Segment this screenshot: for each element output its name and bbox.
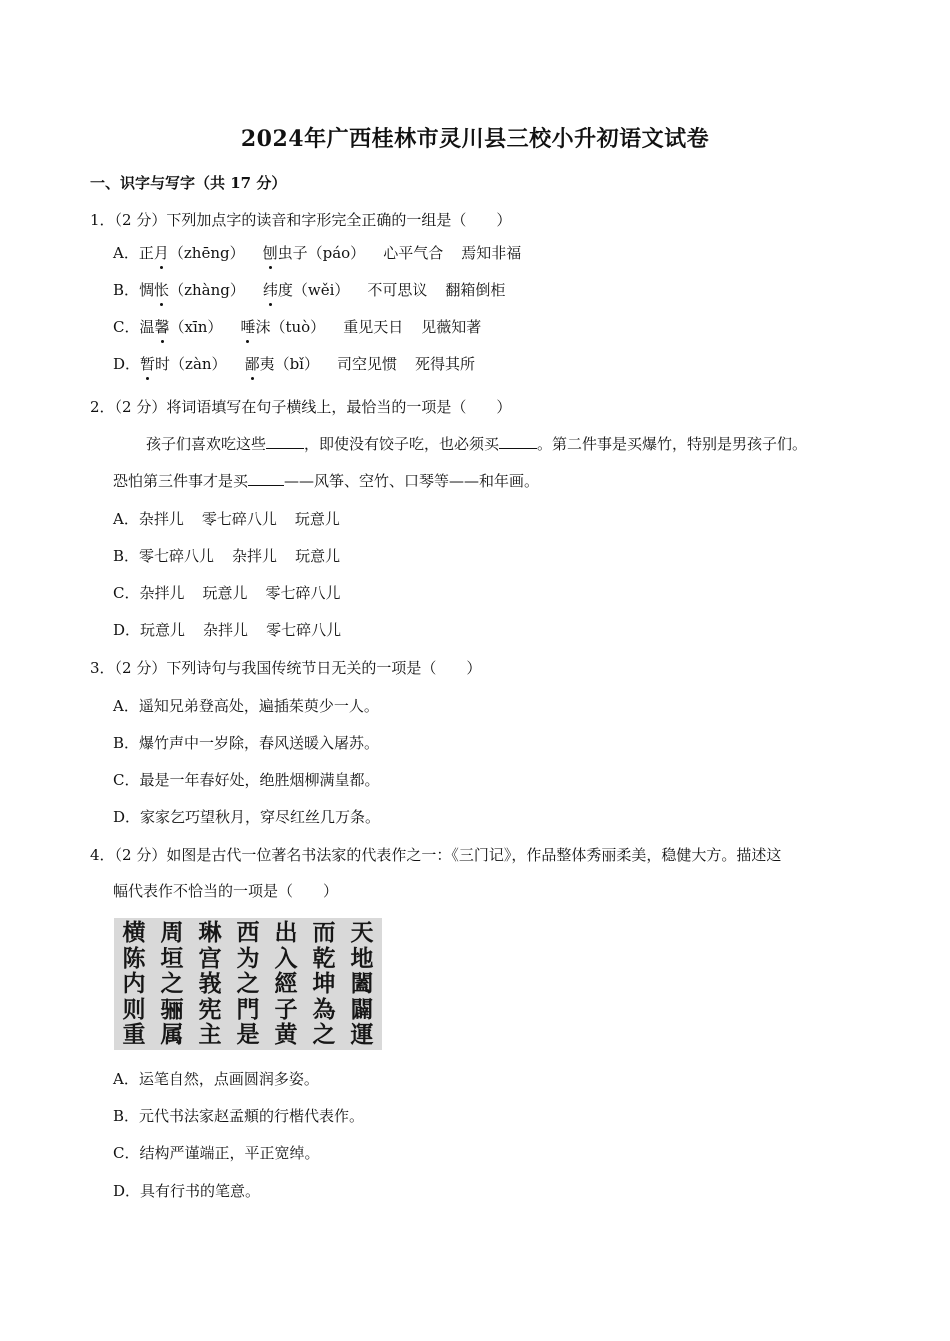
question-3-stem: 3．（2 分）下列诗句与我国传统节日无关的一项是（ ） (90, 659, 482, 677)
calligraphy-char: 为 (236, 944, 260, 972)
question-1-option-b: B．惆怅（zhàng） 纬度（wěi） 不可思议 翻箱倒柜 (113, 281, 506, 299)
calligraphy-char: 垣 (160, 944, 184, 972)
fill-blank (248, 470, 284, 486)
calligraphy-column (114, 920, 154, 1048)
calligraphy-char: 骊 (160, 995, 184, 1023)
question-3-option-a: A．遥知兄弟登高处，遍插茱萸少一人。 (113, 697, 379, 715)
question-2-option-b: B．零七碎八儿 杂拌儿 玩意儿 (113, 547, 341, 565)
fill-blank (266, 433, 304, 449)
calligraphy-char: 陈 (122, 944, 146, 972)
question-3-option-b: B．爆竹声中一岁除，春风送暖入屠苏。 (113, 734, 380, 752)
calligraphy-char: 横 (122, 919, 146, 946)
question-4-option-d: D．具有行书的笔意。 (113, 1182, 261, 1200)
question-2-stem: 2．（2 分）将词语填写在句子横线上，最恰当的一项是（ ） (90, 398, 512, 416)
calligraphy-column (304, 920, 344, 1048)
calligraphy-char: 周 (160, 919, 184, 946)
calligraphy-char: 主 (198, 1021, 222, 1049)
calligraphy-char: 之 (160, 970, 184, 998)
emphasis-dot-char: 暂 (140, 355, 156, 373)
question-2-option-d: D．玩意儿 杂拌儿 零七碎八儿 (113, 621, 342, 639)
calligraphy-column (342, 920, 382, 1048)
calligraphy-char: 之 (236, 970, 260, 998)
calligraphy-char: 峩 (198, 970, 222, 998)
question-1-stem: 1．（2 分）下列加点字的读音和字形完全正确的一组是（ ） (90, 211, 512, 229)
page-title: 2024年广西桂林市灵川县三校小升初语文试卷 (240, 126, 710, 152)
calligraphy-char: 子 (274, 995, 298, 1023)
emphasis-dot-char: 刨 (262, 244, 278, 262)
question-2-passage: 孩子们喜欢吃这些 ，即使没有饺子吃，也必须买 。第二件事是买爆竹，特别是男孩子们。 (146, 435, 808, 453)
calligraphy-char: 闢 (350, 995, 374, 1023)
calligraphy-char: 重 (122, 1021, 146, 1049)
calligraphy-char: 入 (274, 944, 298, 972)
calligraphy-char: 坤 (312, 970, 336, 998)
calligraphy-char: 為 (312, 995, 336, 1023)
calligraphy-char: 之 (312, 1021, 336, 1049)
question-1-option-d: D．暂时（zàn） 鄙夷（bǐ） 司空见惯 死得其所 (113, 355, 476, 373)
calligraphy-char: 西 (236, 919, 260, 946)
calligraphy-image (114, 918, 382, 1050)
calligraphy-char: 地 (350, 944, 374, 972)
calligraphy-column (266, 920, 306, 1048)
calligraphy-char: 天 (350, 919, 374, 946)
question-3-option-d: D．家家乞巧望秋月，穿尽红丝几万条。 (113, 808, 381, 826)
fill-blank (499, 433, 537, 449)
question-2-option-a: A．杂拌儿 零七碎八儿 玩意儿 (113, 510, 340, 528)
calligraphy-char: 宪 (198, 995, 222, 1023)
section-heading: 一、识字与写字（共 17 分） (90, 174, 287, 192)
calligraphy-column (228, 920, 268, 1048)
question-4-option-a: A．运笔自然，点画圆润多姿。 (113, 1070, 319, 1088)
calligraphy-char: 是 (236, 1021, 260, 1049)
emphasis-dot-char: 馨 (154, 318, 170, 336)
calligraphy-column (152, 920, 192, 1048)
question-4-option-b: B．元代书法家赵孟頫的行楷代表作。 (113, 1107, 365, 1125)
question-2-passage-cont: 恐怕第三件事才是买 ——风筝、空竹、口琴等——和年画。 (113, 472, 540, 490)
question-1-option-c: C．温馨（xīn） 唾沫（tuò） 重见天日 见薇知著 (113, 318, 482, 336)
calligraphy-column (190, 920, 230, 1048)
emphasis-dot-char: 怅 (154, 281, 170, 299)
calligraphy-char: 闔 (350, 970, 374, 998)
calligraphy-char: 则 (122, 995, 146, 1023)
calligraphy-char: 琳 (198, 919, 222, 946)
calligraphy-char: 運 (350, 1021, 374, 1049)
question-4-option-c: C．结构严谨端正，平正宽绰。 (113, 1144, 320, 1162)
calligraphy-char: 黄 (274, 1021, 298, 1049)
calligraphy-char: 乾 (312, 944, 336, 972)
question-4-stem: 4．（2 分）如图是古代一位著名书法家的代表作之一：《三门记》，作品整体秀丽柔美，稳健大方。描述这 (90, 846, 782, 864)
calligraphy-char: 而 (312, 919, 336, 946)
calligraphy-char: 内 (122, 970, 146, 998)
question-4-stem-cont: 幅代表作不恰当的一项是（ ） (113, 882, 339, 900)
emphasis-dot-char: 唾 (240, 318, 256, 336)
calligraphy-char: 出 (274, 919, 298, 946)
question-1-option-a: A．正月（zhēng） 刨虫子（páo） 心平气合 焉知非福 (113, 244, 522, 262)
calligraphy-char: 属 (160, 1021, 184, 1049)
emphasis-dot-char: 月 (153, 244, 169, 262)
calligraphy-char: 宫 (198, 944, 222, 972)
question-2-option-c: C．杂拌儿 玩意儿 零七碎八儿 (113, 584, 341, 602)
calligraphy-char: 經 (274, 970, 298, 998)
emphasis-dot-char: 鄙 (244, 355, 260, 373)
calligraphy-char: 門 (236, 995, 260, 1023)
question-3-option-c: C．最是一年春好处，绝胜烟柳满皇都。 (113, 771, 380, 789)
emphasis-dot-char: 纬 (262, 281, 278, 299)
